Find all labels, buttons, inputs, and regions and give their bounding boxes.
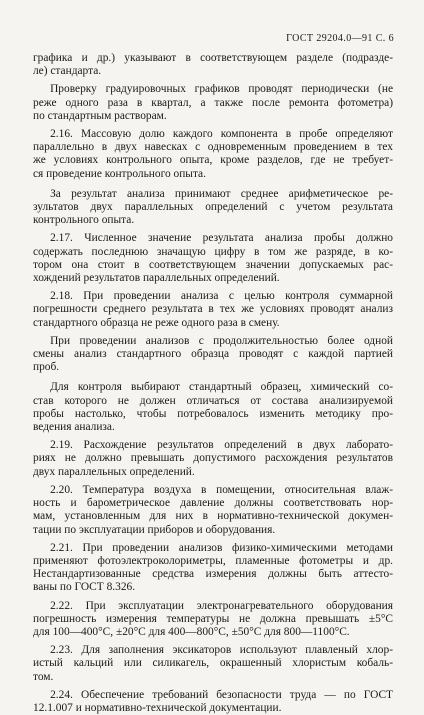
text-line: ваны по ГОСТ 8.326. — [33, 581, 136, 594]
text-line: Для контроля выбирают стандартный образец, химический со- — [33, 381, 393, 394]
text-line: реже одного раза в квартал, а также после ремонта фотометра) — [33, 96, 393, 109]
text-line: том. — [33, 670, 54, 683]
paragraph — [33, 335, 393, 375]
paragraph — [33, 381, 393, 434]
text-line: параллельно в двух навесках с одновременным проведением в тех — [33, 141, 393, 154]
text-line: стандартного образца не реже одного раза в смену. — [33, 316, 280, 329]
text-line: 2.19. Расхождение результатов определений в двух лаборато- — [33, 439, 393, 452]
text-line: применяют фотоэлектроколориметры, пламенные фотометры и др. — [33, 554, 393, 567]
paragraph-gap — [33, 374, 393, 381]
text-line: для 100—400°С, ±20°С для 400—800°С, ±50°С для 800—1100°С. — [33, 625, 350, 638]
paragraph — [33, 188, 393, 228]
paragraph — [33, 600, 393, 640]
text-line: погрешность измерения температуры не должна превышать ±5°С — [33, 612, 393, 625]
paragraph — [33, 290, 393, 330]
text-line: За результат анализа принимают среднее арифметическое ре- — [33, 187, 393, 200]
text-line: 2.17. Численное значение результата анализа пробы должно — [33, 232, 393, 245]
document-body — [33, 52, 393, 715]
text-line: зультатов двух параллельных определений с учетом результата — [33, 201, 393, 214]
text-line: погрешности среднего результата в тех же условиях проводят анализ — [33, 303, 393, 316]
text-line: двух параллельных определений. — [33, 465, 195, 478]
paragraph — [33, 232, 393, 285]
text-line: став которого не должен отличаться от состава анализируемой — [33, 394, 393, 407]
paragraph-gap — [33, 181, 393, 188]
paragraph — [33, 484, 393, 537]
paragraph — [33, 83, 393, 123]
text-line: ведения анализа. — [33, 421, 115, 434]
text-line: пробы настолько, чтобы потребовалось изменить методику про- — [33, 407, 393, 420]
text-line: смены анализ стандартного образца проводят с каждой партией — [33, 348, 393, 361]
text-line: Нестандартизованные средства измерения должны быть аттесто- — [33, 568, 393, 581]
text-line: проб. — [33, 361, 60, 374]
paragraph — [33, 689, 393, 715]
text-line: 2.20. Температура воздуха в помещении, относительная влаж- — [33, 483, 393, 496]
paragraph — [33, 644, 393, 684]
text-line: по стандартным растворам. — [33, 109, 167, 122]
text-line: 2.24. Обеспечение требований безопасности труда — по ГОСТ — [33, 688, 393, 701]
text-line: 12.1.007 и нормативно-технической документации. — [33, 701, 282, 714]
text-line: 2.22. При эксплуатации электронагревательного оборудования — [33, 599, 393, 612]
paragraph — [33, 439, 393, 479]
text-line: мам, установленным для них в нормативно-технической докумен- — [33, 510, 393, 523]
text-line: содержать последнюю значащую цифру в том же разряде, в ко- — [33, 245, 393, 258]
paragraph — [33, 52, 393, 78]
text-line: же условиях контрольного опыта, кроме разделов, где не требует- — [33, 154, 393, 167]
text-line: графика и др.) указывают в соответствующем разделе (подразде- — [33, 52, 393, 64]
text-line: хождений результатов параллельных определений. — [33, 272, 280, 285]
text-line: истый кальций или силикагель, окрашенный хлористым кобаль- — [33, 657, 393, 670]
text-line: тором она стоит в соответствующем значении допускаемых рас- — [33, 258, 393, 271]
text-line: Проверку градуировочных графиков проводят периодически (не — [33, 83, 393, 96]
text-line: 2.18. При проведении анализа с целью контроля суммарной — [33, 290, 393, 303]
text-line: ле) стандарта. — [33, 65, 102, 78]
text-line: ность и барометрическое давление должны соответствовать нор- — [33, 497, 393, 510]
text-line: При проведении анализов с продолжительностью более одной — [33, 334, 393, 347]
page-header: ГОСТ 29204.0—91 С. 6 — [286, 33, 394, 44]
text-line: риях не должно превышать допустимого расхождения результатов — [33, 452, 393, 465]
text-line: 2.16. Массовую долю каждого компонента в пробе определяют — [33, 128, 393, 141]
text-line: ся проведение контрольного опыта. — [33, 167, 206, 180]
text-line: контрольного опыта. — [33, 214, 135, 227]
text-line: тации по эксплуатации приборов и оборудования. — [33, 523, 276, 536]
text-line: 2.23. Для заполнения эксикаторов используют плавленый хлор- — [33, 644, 393, 657]
text-line: 2.21. При проведении анализов физико-химическими методами — [33, 541, 393, 554]
paragraph — [33, 542, 393, 595]
paragraph — [33, 128, 393, 181]
